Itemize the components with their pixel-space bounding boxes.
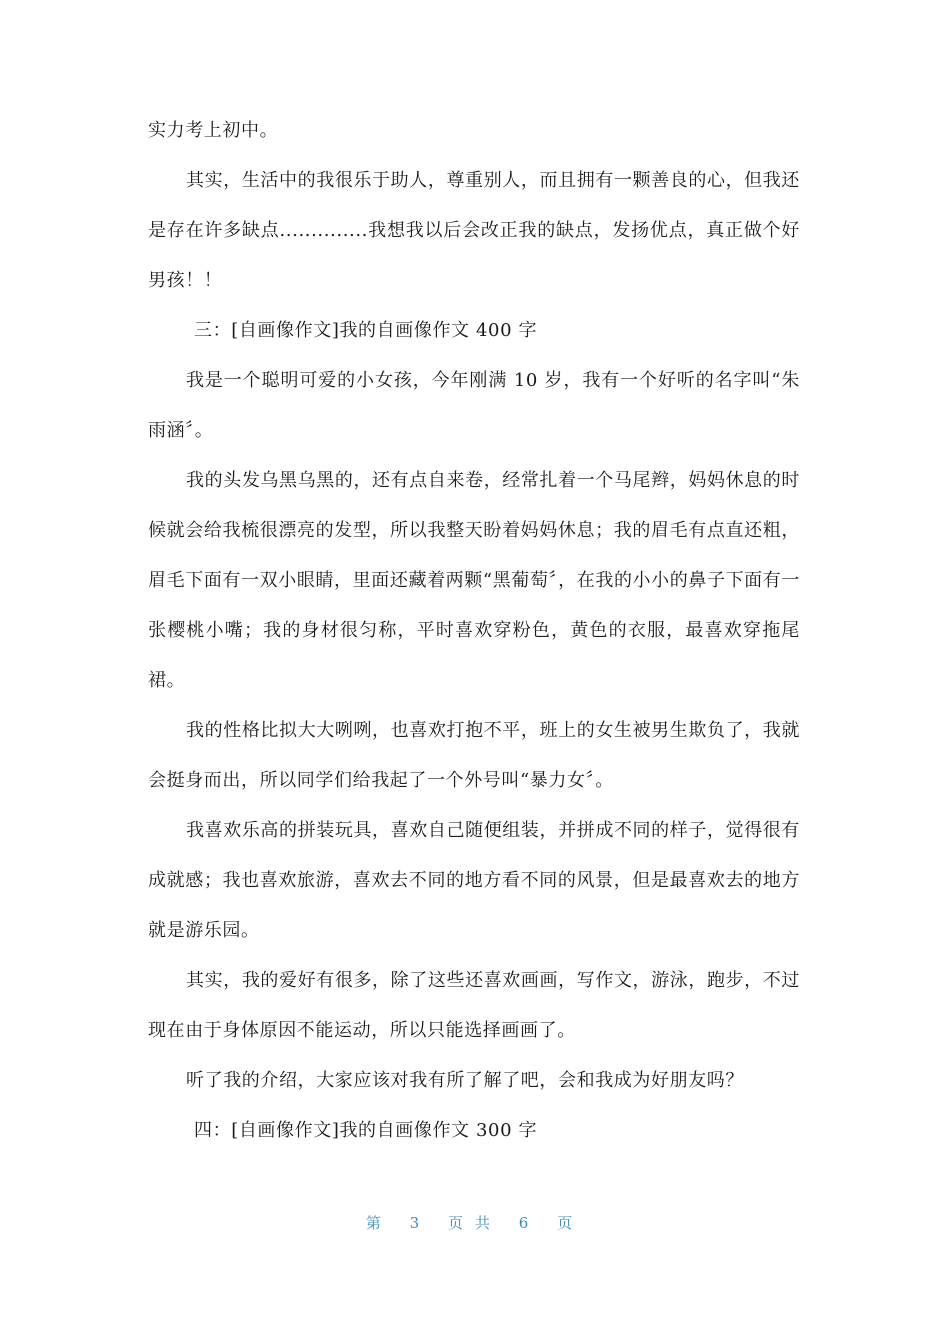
page-number-footer: 第 3 页共 6 页 [365, 1214, 585, 1232]
paragraph: 实力考上初中。 [148, 120, 279, 141]
paragraph: 我的头发乌黑乌黑的，还有点自来卷，经常扎着一个马尾辫，妈妈休息的时候就会给我梳很漂亮的发型，所以我整天盼着妈妈休息；我的眉毛有点直还粗，眉毛下面有一双小眼睛，里面还藏着两颗“黑葡萄〞，在我的小小的鼻子下面有一张樱桃小嘴；我的身材很匀称，平时喜欢穿粉色，黄色的衣服，最喜欢穿拖尾裙。 [148, 470, 800, 691]
section-heading: 三：[自画像作文]我的自画像作文 400 字 [194, 320, 538, 341]
paragraph: 其实，我的爱好有很多，除了这些还喜欢画画，写作文，游泳，跑步，不过现在由于身体原因不能运动，所以只能选择画画了。 [148, 970, 800, 1041]
paragraph: 我是一个聪明可爱的小女孩，今年刚满 10 岁，我有一个好听的名字叫“朱雨涵〞。 [148, 370, 800, 441]
paragraph: 其实，生活中的我很乐于助人，尊重别人，而且拥有一颗善良的心，但我还是存在许多缺点..............我想我以后会改正我的缺点，发扬优点，真正做个好男孩！！ [148, 170, 800, 291]
section-heading: 四：[自画像作文]我的自画像作文 300 字 [194, 1120, 538, 1141]
paragraph: 我的性格比拟大大咧咧，也喜欢打抱不平，班上的女生被男生欺负了，我就会挺身而出，所以同学们给我起了一个外号叫“暴力女〞。 [148, 720, 800, 791]
paragraph: 我喜欢乐高的拼装玩具，喜欢自己随便组装，并拼成不同的样子，觉得很有成就感；我也喜欢旅游，喜欢去不同的地方看不同的风景，但是最喜欢去的地方就是游乐园。 [148, 820, 800, 941]
paragraph: 听了我的介绍，大家应该对我有所了解了吧，会和我成为好朋友吗？ [186, 1070, 744, 1091]
document-body [148, 106, 800, 1156]
